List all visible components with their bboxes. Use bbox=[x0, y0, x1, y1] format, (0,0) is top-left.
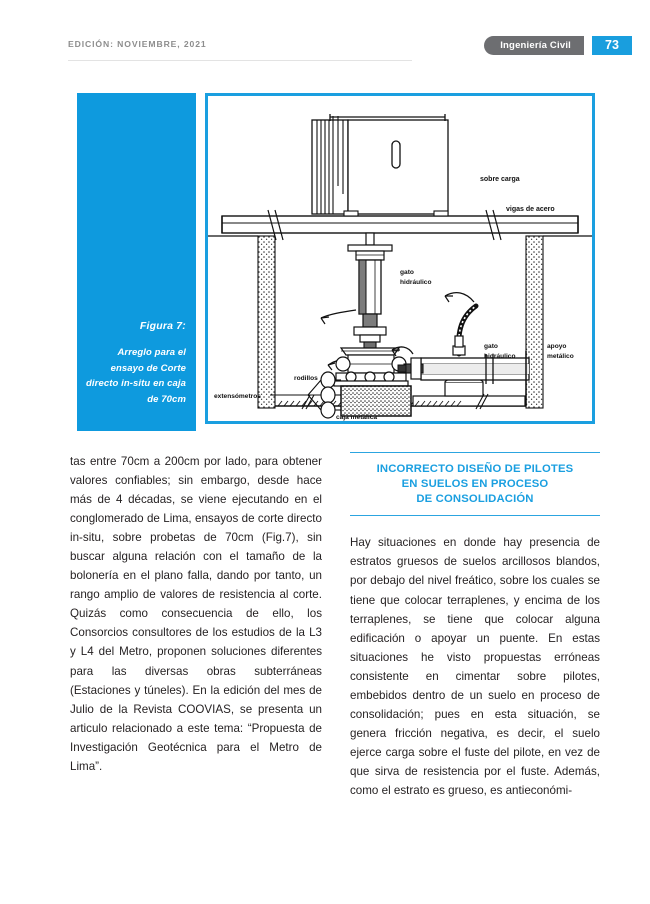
edition-label: EDICIÓN: NOVIEMBRE, 2021 bbox=[68, 39, 207, 49]
diagram-label-rodillos: rodillos bbox=[294, 375, 318, 382]
diagram-label-gato-hidraulico-top-line2: hidráulico bbox=[400, 279, 432, 286]
figure-caption-text: Arreglo para el ensayo de Corte directo in-situ en caja de 70cm bbox=[86, 347, 186, 405]
page-header bbox=[0, 0, 650, 72]
figure-caption-panel bbox=[77, 93, 196, 431]
diagram-label-apoyo-metalico-line2: metálico bbox=[547, 353, 574, 360]
section-heading-line-1: INCORRECTO DISEÑO DE PILOTES bbox=[376, 463, 574, 475]
diagram-label-extensometros: extensómetros bbox=[214, 393, 261, 400]
diagram-label-gato-hidraulico-side-line1: gato bbox=[484, 343, 498, 350]
section-heading bbox=[350, 452, 600, 516]
right-column-paragraph: Hay situaciones en donde hay presencia de estratos gruesos de suelos arcillosos blandos, por debajo del nivel freático, sobre los cuales se tiene que colocar terraplenes, y encima de los terraplenes, se tiene que colocar alguna edificación o apoyar un puente. En estas situaciones he visto propuestas erróneas consistente en cimentar sobre pilotes, embebidos dentro de un suelo en proceso de consolidación; pues en esta situación, se genera fricción negativa, es decir, el suelo ejerce carga sobre el fuste del pilote, en vez de que sirva de resistencia por el fuste. Además, como el estrato es grueso, es antieconómi- bbox=[350, 536, 600, 797]
diagram-label-gato-hidraulico-side-line2: hidráulico bbox=[484, 353, 516, 360]
figure-frame bbox=[205, 93, 595, 424]
magazine-name-badge: Ingeniería Civil bbox=[484, 36, 584, 55]
header-divider bbox=[68, 60, 412, 61]
shear-test-apparatus-diagram bbox=[208, 96, 592, 421]
diagram-label-caja-metalica: caja metálica bbox=[336, 414, 378, 421]
left-column-paragraph: tas entre 70cm a 200cm por lado, para obtener valores confiables; sin embargo, desde hace más de 4 décadas, se viene ejecutando en el conglomerado de Lima, ensayos de corte directo in-situ, sobre probetas de 70cm (Fig.7), sin buscar alguna relación con el tamaño de la bolonería en el plano falla, dando por tanto, un rango amplio de valores de resistencia al corte. Quizás como consecuencia de ello, los Consorcios consultores de los estudios de la L3 y L4 del Metro, proponen soluciones diferentes para las diversas obras subterráneas (Estaciones y túneles). En la edición del mes de Julio de la Revista COOVIAS, se presenta un articulo relacionado a este tema: “Propuesta de Investigación Geotécnica para el Metro de Lima”. bbox=[70, 455, 322, 773]
left-text-column bbox=[70, 452, 322, 776]
figure-label: Figura 7: bbox=[139, 320, 186, 332]
diagram-label-apoyo-metalico-line1: apoyo bbox=[547, 343, 567, 350]
page-number-badge: 73 bbox=[592, 36, 632, 55]
section-heading-line-3: DE CONSOLIDACIÓN bbox=[416, 492, 534, 505]
section-heading-line-2: EN SUELOS EN PROCESO bbox=[401, 477, 549, 490]
figure-diagram bbox=[208, 96, 592, 421]
right-text-column bbox=[350, 452, 600, 800]
diagram-label-gato-hidraulico-top-line1: gato bbox=[400, 269, 414, 276]
figure-block bbox=[77, 93, 595, 431]
diagram-label-sobre-carga: sobre carga bbox=[480, 176, 520, 183]
diagram-label-vigas-de-acero: vigas de acero bbox=[506, 206, 555, 213]
